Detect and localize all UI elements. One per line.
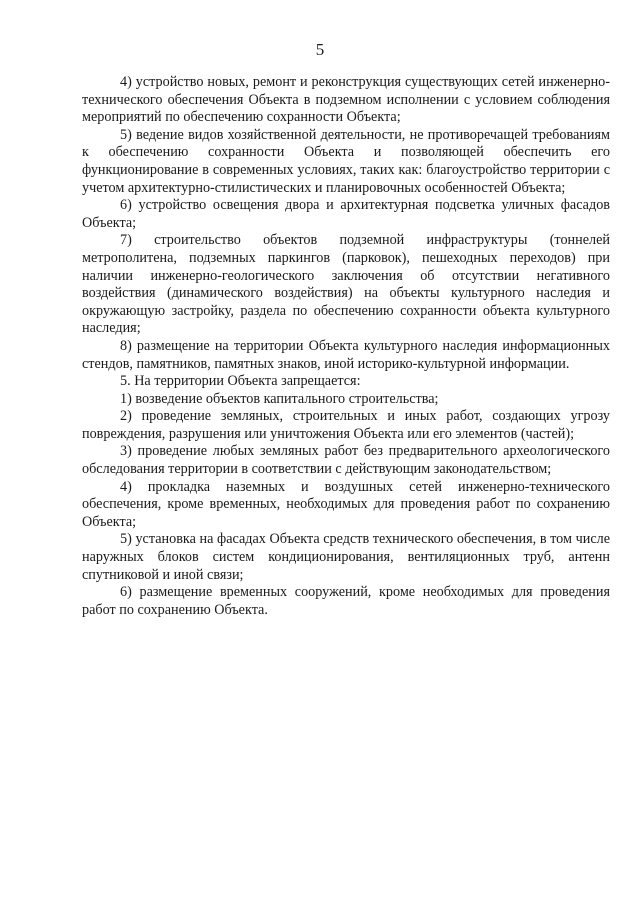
document-body — [82, 74, 610, 619]
paragraph-prohibited-2-earthworks: 2) проведение земляных, строительных и иных работ, создающих угрозу повреждения, разрушения или уничтожения Объекта или его элементов (частей); — [82, 408, 610, 442]
paragraph-prohibited-4-overhead-networks: 4) прокладка наземных и воздушных сетей инженерно-технического обеспечения, кроме временных, необходимых для проведения работ по сохранению Объекта; — [82, 478, 610, 530]
paragraph-prohibited-6-temporary-structures: 6) размещение временных сооружений, кроме необходимых для проведения работ по сохранению Объекта. — [82, 584, 610, 618]
paragraph-prohibited-3-archaeological-survey: 3) проведение любых земляных работ без предварительного археологического обследования территории в соответствии с действующим законодательством; — [82, 443, 610, 478]
paragraph-item-8-information-stands: 8) размещение на территории Объекта культурного наследия информационных стендов, памятников, памятных знаков, иной историко-культурной информации. — [82, 337, 610, 372]
paragraph-prohibited-1-capital-construction: 1) возведение объектов капитального строительства; — [120, 390, 439, 407]
paragraph-item-4-construction-networks: 4) устройство новых, ремонт и реконструкция существующих сетей инженерно-технического обеспечения Объекта в подземном исполнении с условием соблюдения мероприятий по обеспечению сохранности Объекта; — [82, 74, 610, 126]
section-heading-prohibited: 5. На территории Объекта запрещается: — [120, 373, 361, 390]
paragraph-item-7-underground-infrastructure: 7) строительство объектов подземной инфраструктуры (тоннелей метрополитена, подземных паркингов (парковок), пешеходных переходов) при наличии инженерно-геологического заключения об отсутствии негативного воздействия (динамического воздействия) на объекты культурного наследия и окружающую застройку, раздела по обеспечению сохранности объекта культурного наследия; — [82, 232, 610, 337]
paragraph-item-5-economic-activity: 5) ведение видов хозяйственной деятельности, не противоречащей требованиям к обеспечению сохранности Объекта и позволяющей обеспечить его функционирование в современных условиях, таких как: благоустройство территории с учетом архитектурно-стилистических и планировочных особенностей Объекта; — [82, 126, 610, 196]
paragraph-item-6-lighting: 6) устройство освещения двора и архитектурная подсветка уличных фасадов Объекта; — [82, 197, 610, 231]
page-number: 5 — [315, 40, 325, 59]
paragraph-prohibited-5-facade-equipment: 5) установка на фасадах Объекта средств технического обеспечения, в том числе наружных блоков систем кондиционирования, вентиляционных труб, антенн спутниковой и иной связи; — [82, 531, 610, 583]
